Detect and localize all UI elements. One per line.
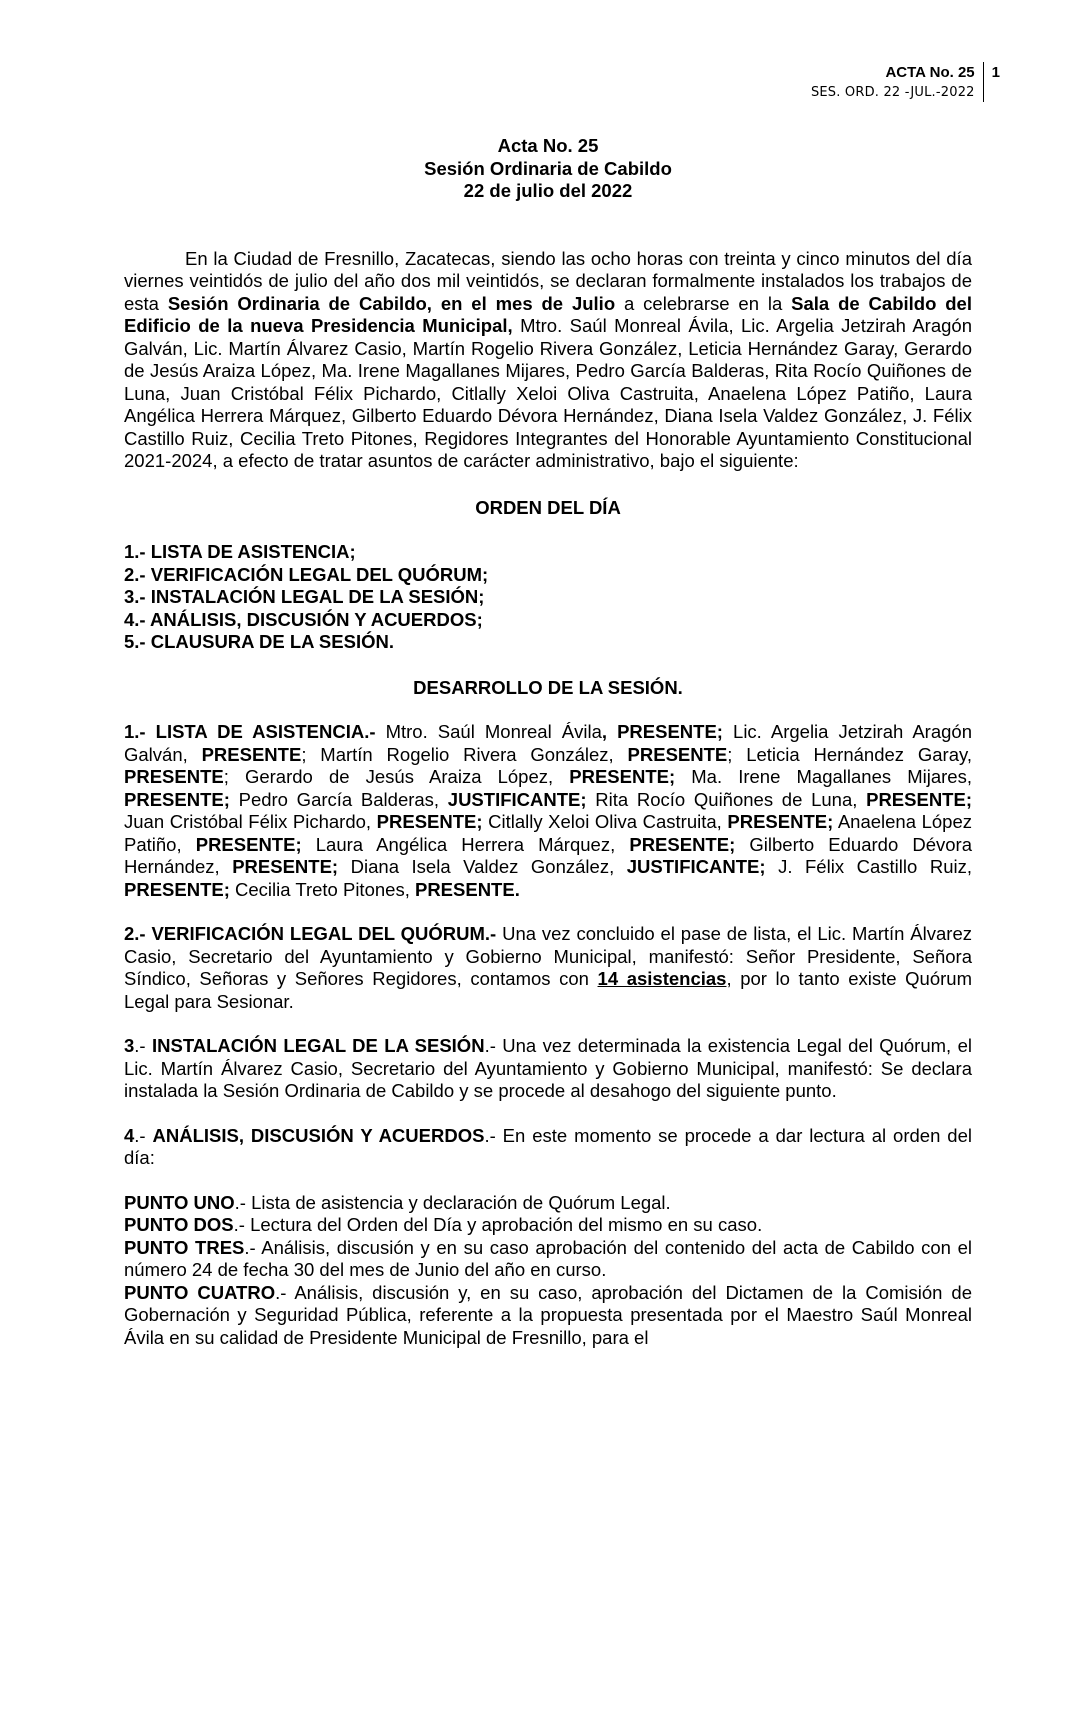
text-run: ; Martín Rogelio Rivera González, bbox=[301, 743, 628, 765]
bold-underline-run bbox=[598, 968, 727, 989]
orden-item: 2.- VERIFICACIÓN LEGAL DEL QUÓRUM; bbox=[124, 563, 489, 585]
title-line-2: Sesión Ordinaria de Cabildo bbox=[424, 157, 672, 179]
bold-run: ANÁLISIS, DISCUSIÓN Y ACUERDOS bbox=[152, 1124, 485, 1146]
text-run: .- Análisis, discusión y, en su caso, aprobación del Dictamen de la Comisión de Gobernación y Seguridad Pública, referente a la propuesta presentada por el Maestro Saúl Monreal Ávila en su calidad de Presidente Municipal de Fresnillo, para el bbox=[124, 1281, 972, 1348]
text-run: .- bbox=[134, 1035, 152, 1056]
punto-item bbox=[124, 1282, 972, 1350]
bold-run: PRESENTE; bbox=[124, 878, 230, 900]
text-run: Laura Angélica Herrera Márquez, bbox=[301, 833, 630, 855]
bold-run: JUSTIFICANTE; bbox=[447, 788, 587, 810]
document-body bbox=[124, 135, 972, 1349]
page-header bbox=[811, 62, 1000, 102]
punto-item bbox=[124, 1214, 972, 1237]
intro-paragraph bbox=[124, 248, 972, 473]
bold-run: PRESENTE; bbox=[569, 766, 676, 787]
text-run: J. Félix Castillo Ruiz, bbox=[765, 856, 972, 877]
text-run: .- Una vez determinada la existencia Legal del Quórum, el Lic. Martín Álvarez Casio, Secretario del Ayuntamiento y Gobierno Municipal, manifestó: Se declara instalada la Sesión Ordinaria de Cabildo y se procede al desahogo del siguiente punto. bbox=[124, 1035, 972, 1101]
text-run: , por lo tanto existe Quórum Legal para Sesionar. bbox=[124, 968, 972, 1012]
orden-item: 3.- INSTALACIÓN LEGAL DE LA SESIÓN; bbox=[124, 586, 485, 607]
analisis-paragraph bbox=[124, 1125, 972, 1170]
text-run: .- Lista de asistencia y declaración de Quórum Legal. bbox=[234, 1191, 671, 1213]
bold-run: PRESENTE; bbox=[727, 811, 834, 832]
text-run: .- Lectura del Orden del Día y aprobación del mismo en su caso. bbox=[233, 1214, 763, 1235]
bold-run: , PRESENTE; bbox=[601, 721, 723, 742]
bold-run: PRESENTE bbox=[201, 743, 302, 765]
punto-item bbox=[124, 1237, 972, 1282]
header-text bbox=[811, 62, 983, 102]
desarrollo-heading: DESARROLLO DE LA SESIÓN. bbox=[413, 676, 683, 698]
bold-run: PRESENTE. bbox=[414, 878, 520, 900]
text-run: ; Gerardo de Jesús Araiza López, bbox=[223, 766, 570, 787]
intro-bold-1: Sesión Ordinaria de Cabildo, en el mes de Julio bbox=[167, 292, 616, 314]
instalacion-paragraph bbox=[124, 1035, 972, 1103]
bold-run: PRESENTE; bbox=[866, 788, 972, 810]
bold-run: PUNTO DOS bbox=[124, 1214, 234, 1235]
text-run: Pedro García Balderas, bbox=[229, 788, 448, 810]
text-run: Diana Isela Valdez González, bbox=[338, 856, 627, 877]
bold-run: 4 bbox=[124, 1124, 135, 1146]
text-run: Anaelena López Patiño, bbox=[124, 811, 972, 855]
text-run: Juan Cristóbal Félix Pichardo, bbox=[124, 811, 377, 832]
bold-run: PRESENTE; bbox=[124, 788, 230, 810]
bold-run: JUSTIFICANTE; bbox=[626, 856, 766, 877]
bold-run: PUNTO CUATRO bbox=[124, 1281, 276, 1303]
bold-run: PRESENTE bbox=[627, 743, 728, 765]
underlined-run: 14 asistencias bbox=[597, 968, 727, 989]
orden-item: 1.- LISTA DE ASISTENCIA; bbox=[124, 541, 356, 562]
bold-run: 1.- LISTA DE ASISTENCIA.- bbox=[124, 721, 376, 742]
puntos-list bbox=[124, 1192, 972, 1350]
page-number: 1 bbox=[991, 64, 1000, 81]
bold-run: PUNTO TRES bbox=[124, 1236, 245, 1258]
intro-text-1: En la Ciudad de Fresnillo, Zacatecas, siendo las ocho horas con treinta y cinco minutos del día viernes veintidós de julio del año dos mil veintidós, se declaran formalmente instalados los trabajos de esta bbox=[124, 247, 972, 314]
bold-run: PRESENTE; bbox=[376, 811, 483, 832]
bold-run: 3 bbox=[124, 1035, 135, 1056]
orden-item: 4.- ANÁLISIS, DISCUSIÓN Y ACUERDOS; bbox=[124, 608, 483, 630]
header-acta: ACTA No. 25 bbox=[885, 64, 975, 81]
bold-run: PRESENTE; bbox=[232, 856, 339, 877]
bold-run: INSTALACIÓN LEGAL DE LA SESIÓN bbox=[152, 1035, 485, 1056]
intro-text-2: a celebrarse en la bbox=[615, 292, 792, 314]
bold-run: PRESENTE; bbox=[195, 833, 302, 855]
bold-run: 2.- VERIFICACIÓN LEGAL DEL QUÓRUM.- bbox=[124, 923, 497, 944]
bold-run: PUNTO UNO bbox=[124, 1191, 235, 1213]
bold-run: PRESENTE bbox=[124, 766, 224, 787]
text-run: .- Análisis, discusión y en su caso aprobación del contenido del acta de Cabildo con el número 24 de fecha 30 del mes de Junio del año en curso. bbox=[124, 1236, 972, 1280]
orden-item: 5.- CLAUSURA DE LA SESIÓN. bbox=[124, 631, 394, 652]
asistencia-paragraph bbox=[124, 721, 972, 901]
text-run: Cecilia Treto Pitones, bbox=[229, 878, 415, 900]
title-line-1: Acta No. 25 bbox=[497, 135, 599, 156]
bold-run: PRESENTE; bbox=[629, 833, 736, 855]
header-divider bbox=[983, 62, 984, 102]
orden-heading: ORDEN DEL DÍA bbox=[475, 496, 621, 518]
title-line-3: 22 de julio del 2022 bbox=[463, 180, 633, 201]
quorum-paragraph bbox=[124, 923, 972, 1013]
intro-bold-2: Sala de Cabildo del Edificio de la nueva Presidencia Municipal, bbox=[124, 292, 972, 336]
header-session: SES. ORD. 22 -JUL.-2022 bbox=[810, 85, 975, 100]
text-run: Ma. Irene Magallanes Mijares, bbox=[675, 766, 972, 787]
text-run: .- En este momento se procede a dar lectura al orden del día: bbox=[124, 1124, 972, 1168]
text-run: ; Leticia Hernández Garay, bbox=[727, 743, 973, 765]
intro-text-3: Mtro. Saúl Monreal Ávila, Lic. Argelia Jetzirah Aragón Galván, Lic. Martín Álvarez Casio, Martín Rogelio Rivera González, Leticia Hernández Garay, Gerardo de Jesús Araiza López, Ma. Irene Magallanes Mijares, Pedro García Balderas, Rita Rocío Quiñones de Luna, Juan Cristóbal Félix Pichardo, Citlally Xeloi Oliva Castruita, Anaelena López Patiño, Laura Angélica Herrera Márquez, Gilberto Eduardo Dévora Hernández, Diana Isela Valdez González, J. Félix Castillo Ruiz, Cecilia Treto Pitones, Regidores Integrantes del Honorable Ayuntamiento Constitucional 2021-2024, a efecto de tratar asuntos de carácter administrativo, bajo el siguiente: bbox=[124, 315, 972, 471]
text-run: Lic. Argelia Jetzirah Aragón Galván, bbox=[124, 721, 972, 765]
text-run: Gilberto Eduardo Dévora Hernández, bbox=[124, 833, 972, 877]
text-run: .- bbox=[134, 1124, 153, 1146]
text-run: Mtro. Saúl Monreal Ávila bbox=[375, 721, 602, 742]
orden-list bbox=[124, 541, 972, 654]
text-run: Rita Rocío Quiñones de Luna, bbox=[586, 788, 867, 810]
document-title bbox=[124, 135, 972, 203]
punto-item bbox=[124, 1192, 972, 1215]
text-run: Una vez concluido el pase de lista, el Lic. Martín Álvarez Casio, Secretario del Ayuntamiento y Gobierno Municipal, manifestó: Señor Presidente, Señora Síndico, Señoras y Señores Regidores, contamos con bbox=[124, 923, 972, 989]
text-run: Citlally Xeloi Oliva Castruita, bbox=[482, 811, 728, 832]
